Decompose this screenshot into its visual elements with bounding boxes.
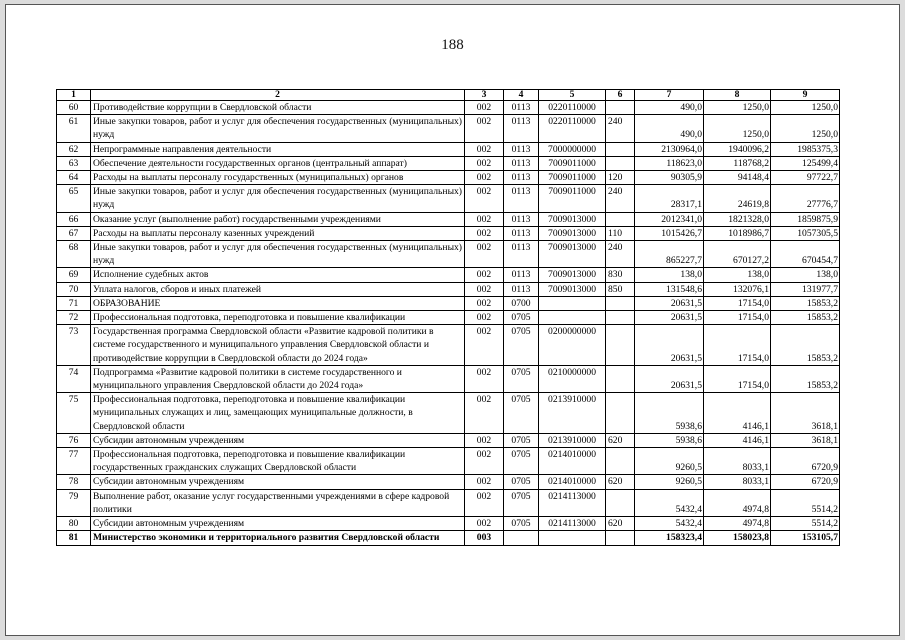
- row-number: 63: [57, 156, 91, 170]
- row-section-code: [504, 531, 539, 545]
- row-section-code: 0113: [504, 101, 539, 115]
- row-number: 80: [57, 517, 91, 531]
- row-dept-code: 002: [465, 115, 504, 142]
- table-row: [57, 433, 840, 447]
- row-expense-type: [606, 311, 635, 325]
- row-name: Иные закупки товаров, работ и услуг для обеспечения государственных (муниципальных) нужд: [91, 241, 465, 268]
- row-value-year2: 1940096,2: [704, 142, 771, 156]
- row-dept-code: 003: [465, 531, 504, 545]
- row-dept-code: 002: [465, 142, 504, 156]
- row-dept-code: 002: [465, 448, 504, 475]
- row-target-code: 7009011000: [539, 185, 606, 212]
- row-value-year2: 158023,8: [704, 531, 771, 545]
- table-row: [57, 268, 840, 282]
- row-target-code: 7009013000: [539, 212, 606, 226]
- row-section-code: 0705: [504, 448, 539, 475]
- row-target-code: 7009013000: [539, 268, 606, 282]
- row-value-year3: 138,0: [771, 268, 840, 282]
- row-value-year3: 153105,7: [771, 531, 840, 545]
- row-value-year2: 94148,4: [704, 171, 771, 185]
- row-expense-type: 620: [606, 475, 635, 489]
- row-name: Противодействие коррупции в Свердловской области: [91, 101, 465, 115]
- row-expense-type: 850: [606, 282, 635, 296]
- row-value-year3: 125499,4: [771, 156, 840, 170]
- row-value-year2: 118768,2: [704, 156, 771, 170]
- row-number: 60: [57, 101, 91, 115]
- row-section-code: 0113: [504, 268, 539, 282]
- row-expense-type: [606, 393, 635, 434]
- row-number: 81: [57, 531, 91, 545]
- table-body: [57, 101, 840, 546]
- row-number: 76: [57, 433, 91, 447]
- row-value-year1: 865227,7: [635, 241, 704, 268]
- row-value-year1: 5432,4: [635, 489, 704, 516]
- row-value-year3: 15853,2: [771, 325, 840, 366]
- row-dept-code: 002: [465, 101, 504, 115]
- row-expense-type: 830: [606, 268, 635, 282]
- row-value-year1: 158323,4: [635, 531, 704, 545]
- header-col-7: 7: [635, 90, 704, 101]
- row-value-year1: 9260,5: [635, 475, 704, 489]
- table-row: [57, 156, 840, 170]
- row-number: 71: [57, 296, 91, 310]
- row-name: Расходы на выплаты персоналу казенных учреждений: [91, 226, 465, 240]
- row-value-year2: 4974,8: [704, 517, 771, 531]
- row-dept-code: 002: [465, 185, 504, 212]
- row-number: 73: [57, 325, 91, 366]
- row-section-code: 0113: [504, 226, 539, 240]
- header-col-4: 4: [504, 90, 539, 101]
- row-value-year2: 24619,8: [704, 185, 771, 212]
- row-section-code: 0113: [504, 115, 539, 142]
- header-col-2: 2: [91, 90, 465, 101]
- row-name: Подпрограмма «Развитие кадровой политики в системе государственного и муниципального управления Свердловской области до 2024 года»: [91, 365, 465, 392]
- row-section-code: 0705: [504, 475, 539, 489]
- row-value-year1: 118623,0: [635, 156, 704, 170]
- row-number: 75: [57, 393, 91, 434]
- row-section-code: 0113: [504, 156, 539, 170]
- row-expense-type: [606, 296, 635, 310]
- row-value-year1: 490,0: [635, 115, 704, 142]
- table-row: [57, 475, 840, 489]
- row-dept-code: 002: [465, 241, 504, 268]
- row-value-year3: 1250,0: [771, 101, 840, 115]
- page-number: 188: [441, 37, 464, 53]
- row-value-year2: 4146,1: [704, 433, 771, 447]
- row-number: 68: [57, 241, 91, 268]
- row-expense-type: 240: [606, 241, 635, 268]
- row-dept-code: 002: [465, 475, 504, 489]
- table-row: [57, 325, 840, 366]
- row-dept-code: 002: [465, 517, 504, 531]
- row-number: 66: [57, 212, 91, 226]
- row-expense-type: 620: [606, 433, 635, 447]
- row-value-year1: 2012341,0: [635, 212, 704, 226]
- budget-table: [56, 89, 840, 546]
- row-dept-code: 002: [465, 311, 504, 325]
- row-value-year3: 15853,2: [771, 365, 840, 392]
- row-value-year1: 131548,6: [635, 282, 704, 296]
- row-number: 64: [57, 171, 91, 185]
- row-value-year1: 5938,6: [635, 433, 704, 447]
- table-row: [57, 296, 840, 310]
- row-target-code: 7009013000: [539, 241, 606, 268]
- table-header-row: [57, 90, 840, 101]
- row-name: Расходы на выплаты персоналу государственных (муниципальных) органов: [91, 171, 465, 185]
- table-row: [57, 226, 840, 240]
- row-target-code: 0213910000: [539, 393, 606, 434]
- table-row: [57, 489, 840, 516]
- row-value-year2: 4146,1: [704, 393, 771, 434]
- row-target-code: 7009011000: [539, 156, 606, 170]
- row-section-code: 0705: [504, 517, 539, 531]
- row-value-year2: 1250,0: [704, 115, 771, 142]
- row-value-year2: 17154,0: [704, 296, 771, 310]
- row-target-code: 0214113000: [539, 489, 606, 516]
- row-name: Профессиональная подготовка, переподготовка и повышение квалификации муниципальных служащих и лиц, замещающих муниципальные должности, в Свердловской области: [91, 393, 465, 434]
- row-expense-type: [606, 531, 635, 545]
- table-row: [57, 282, 840, 296]
- row-value-year1: 20631,5: [635, 296, 704, 310]
- row-section-code: 0705: [504, 433, 539, 447]
- row-target-code: 0220110000: [539, 101, 606, 115]
- row-value-year3: 3618,1: [771, 433, 840, 447]
- row-dept-code: 002: [465, 393, 504, 434]
- row-name: Субсидии автономным учреждениям: [91, 475, 465, 489]
- row-section-code: 0705: [504, 365, 539, 392]
- row-value-year1: 20631,5: [635, 365, 704, 392]
- row-target-code: 7009013000: [539, 226, 606, 240]
- row-name: Профессиональная подготовка, переподготовка и повышение квалификации: [91, 311, 465, 325]
- row-number: 78: [57, 475, 91, 489]
- row-dept-code: 002: [465, 212, 504, 226]
- row-value-year3: 6720,9: [771, 475, 840, 489]
- row-expense-type: [606, 365, 635, 392]
- row-value-year3: 5514,2: [771, 489, 840, 516]
- row-expense-type: 240: [606, 115, 635, 142]
- row-number: 67: [57, 226, 91, 240]
- row-value-year3: 3618,1: [771, 393, 840, 434]
- table-row: [57, 115, 840, 142]
- row-dept-code: 002: [465, 489, 504, 516]
- row-value-year2: 8033,1: [704, 475, 771, 489]
- row-value-year1: 9260,5: [635, 448, 704, 475]
- table-row: [57, 212, 840, 226]
- row-value-year2: 132076,1: [704, 282, 771, 296]
- row-value-year2: 138,0: [704, 268, 771, 282]
- row-target-code: 7000000000: [539, 142, 606, 156]
- row-dept-code: 002: [465, 171, 504, 185]
- header-col-5: 5: [539, 90, 606, 101]
- row-dept-code: 002: [465, 268, 504, 282]
- row-number: 77: [57, 448, 91, 475]
- row-target-code: 0220110000: [539, 115, 606, 142]
- row-name: Государственная программа Свердловской области «Развитие кадровой политики в системе государственного и муниципального управления Свердловской области и противодействие коррупции в Свердловской области до 2024 года»: [91, 325, 465, 366]
- row-value-year3: 1985375,3: [771, 142, 840, 156]
- row-value-year3: 670454,7: [771, 241, 840, 268]
- row-value-year3: 15853,2: [771, 296, 840, 310]
- row-value-year2: 670127,2: [704, 241, 771, 268]
- row-expense-type: 120: [606, 171, 635, 185]
- row-value-year3: 1057305,5: [771, 226, 840, 240]
- row-target-code: [539, 531, 606, 545]
- row-number: 62: [57, 142, 91, 156]
- row-name: Профессиональная подготовка, переподготовка и повышение квалификации государственных гражданских служащих Свердловской области: [91, 448, 465, 475]
- row-name: Иные закупки товаров, работ и услуг для обеспечения государственных (муниципальных) нужд: [91, 185, 465, 212]
- row-expense-type: [606, 156, 635, 170]
- row-number: 65: [57, 185, 91, 212]
- row-value-year3: 15853,2: [771, 311, 840, 325]
- row-name: Исполнение судебных актов: [91, 268, 465, 282]
- row-target-code: [539, 296, 606, 310]
- row-name: Субсидии автономным учреждениям: [91, 517, 465, 531]
- row-value-year3: 27776,7: [771, 185, 840, 212]
- row-section-code: 0705: [504, 393, 539, 434]
- row-expense-type: 240: [606, 185, 635, 212]
- row-target-code: 7009013000: [539, 282, 606, 296]
- row-section-code: 0113: [504, 171, 539, 185]
- row-target-code: 0213910000: [539, 433, 606, 447]
- row-value-year1: 5938,6: [635, 393, 704, 434]
- row-expense-type: [606, 325, 635, 366]
- row-value-year1: 1015426,7: [635, 226, 704, 240]
- row-target-code: 7009011000: [539, 171, 606, 185]
- row-value-year2: 17154,0: [704, 325, 771, 366]
- row-value-year1: 2130964,0: [635, 142, 704, 156]
- row-section-code: 0705: [504, 325, 539, 366]
- table-row: [57, 185, 840, 212]
- row-section-code: 0113: [504, 282, 539, 296]
- row-value-year2: 1250,0: [704, 101, 771, 115]
- row-value-year1: 90305,9: [635, 171, 704, 185]
- row-number: 61: [57, 115, 91, 142]
- row-target-code: [539, 311, 606, 325]
- row-expense-type: [606, 101, 635, 115]
- row-name: Непрограммные направления деятельности: [91, 142, 465, 156]
- table-row: [57, 101, 840, 115]
- row-section-code: 0113: [504, 142, 539, 156]
- row-dept-code: 002: [465, 433, 504, 447]
- table-row: [57, 142, 840, 156]
- row-value-year3: 1859875,9: [771, 212, 840, 226]
- row-dept-code: 002: [465, 325, 504, 366]
- row-number: 72: [57, 311, 91, 325]
- row-value-year1: 28317,1: [635, 185, 704, 212]
- row-target-code: 0214010000: [539, 448, 606, 475]
- table-row: [57, 171, 840, 185]
- row-section-code: 0113: [504, 212, 539, 226]
- header-col-9: 9: [771, 90, 840, 101]
- row-section-code: 0700: [504, 296, 539, 310]
- row-dept-code: 002: [465, 296, 504, 310]
- row-value-year2: 1821328,0: [704, 212, 771, 226]
- row-value-year1: 20631,5: [635, 311, 704, 325]
- row-value-year3: 131977,7: [771, 282, 840, 296]
- row-name: Иные закупки товаров, работ и услуг для обеспечения государственных (муниципальных) нужд: [91, 115, 465, 142]
- header-col-3: 3: [465, 90, 504, 101]
- table-row: [57, 448, 840, 475]
- row-expense-type: 110: [606, 226, 635, 240]
- row-value-year2: 4974,8: [704, 489, 771, 516]
- row-expense-type: [606, 448, 635, 475]
- row-name: Министерство экономики и территориального развития Свердловской области: [91, 531, 465, 545]
- row-expense-type: [606, 142, 635, 156]
- table-row: [57, 531, 840, 545]
- row-number: 70: [57, 282, 91, 296]
- row-value-year1: 138,0: [635, 268, 704, 282]
- row-dept-code: 002: [465, 156, 504, 170]
- row-expense-type: 620: [606, 517, 635, 531]
- row-number: 69: [57, 268, 91, 282]
- row-name: Выполнение работ, оказание услуг государственными учреждениями в сфере кадровой политики: [91, 489, 465, 516]
- row-target-code: 0214113000: [539, 517, 606, 531]
- row-target-code: 0210000000: [539, 365, 606, 392]
- table-row: [57, 241, 840, 268]
- row-value-year1: 20631,5: [635, 325, 704, 366]
- table-row: [57, 311, 840, 325]
- table-row: [57, 517, 840, 531]
- header-col-8: 8: [704, 90, 771, 101]
- header-col-6: 6: [606, 90, 635, 101]
- row-dept-code: 002: [465, 365, 504, 392]
- row-name: Обеспечение деятельности государственных органов (центральный аппарат): [91, 156, 465, 170]
- table-row: [57, 393, 840, 434]
- row-value-year3: 1250,0: [771, 115, 840, 142]
- row-value-year2: 17154,0: [704, 311, 771, 325]
- row-section-code: 0113: [504, 241, 539, 268]
- row-value-year2: 1018986,7: [704, 226, 771, 240]
- row-expense-type: [606, 212, 635, 226]
- row-name: ОБРАЗОВАНИЕ: [91, 296, 465, 310]
- row-target-code: 0214010000: [539, 475, 606, 489]
- row-dept-code: 002: [465, 282, 504, 296]
- row-section-code: 0705: [504, 489, 539, 516]
- row-value-year3: 97722,7: [771, 171, 840, 185]
- row-name: Уплата налогов, сборов и иных платежей: [91, 282, 465, 296]
- row-number: 74: [57, 365, 91, 392]
- row-expense-type: [606, 489, 635, 516]
- row-value-year1: 5432,4: [635, 517, 704, 531]
- row-target-code: 0200000000: [539, 325, 606, 366]
- table-row: [57, 365, 840, 392]
- row-section-code: 0113: [504, 185, 539, 212]
- row-section-code: 0705: [504, 311, 539, 325]
- row-value-year1: 490,0: [635, 101, 704, 115]
- row-number: 79: [57, 489, 91, 516]
- row-value-year3: 5514,2: [771, 517, 840, 531]
- row-value-year2: 17154,0: [704, 365, 771, 392]
- row-value-year3: 6720,9: [771, 448, 840, 475]
- row-name: Субсидии автономным учреждениям: [91, 433, 465, 447]
- header-col-1: 1: [57, 90, 91, 101]
- row-name: Оказание услуг (выполнение работ) государственными учреждениями: [91, 212, 465, 226]
- row-value-year2: 8033,1: [704, 448, 771, 475]
- row-dept-code: 002: [465, 226, 504, 240]
